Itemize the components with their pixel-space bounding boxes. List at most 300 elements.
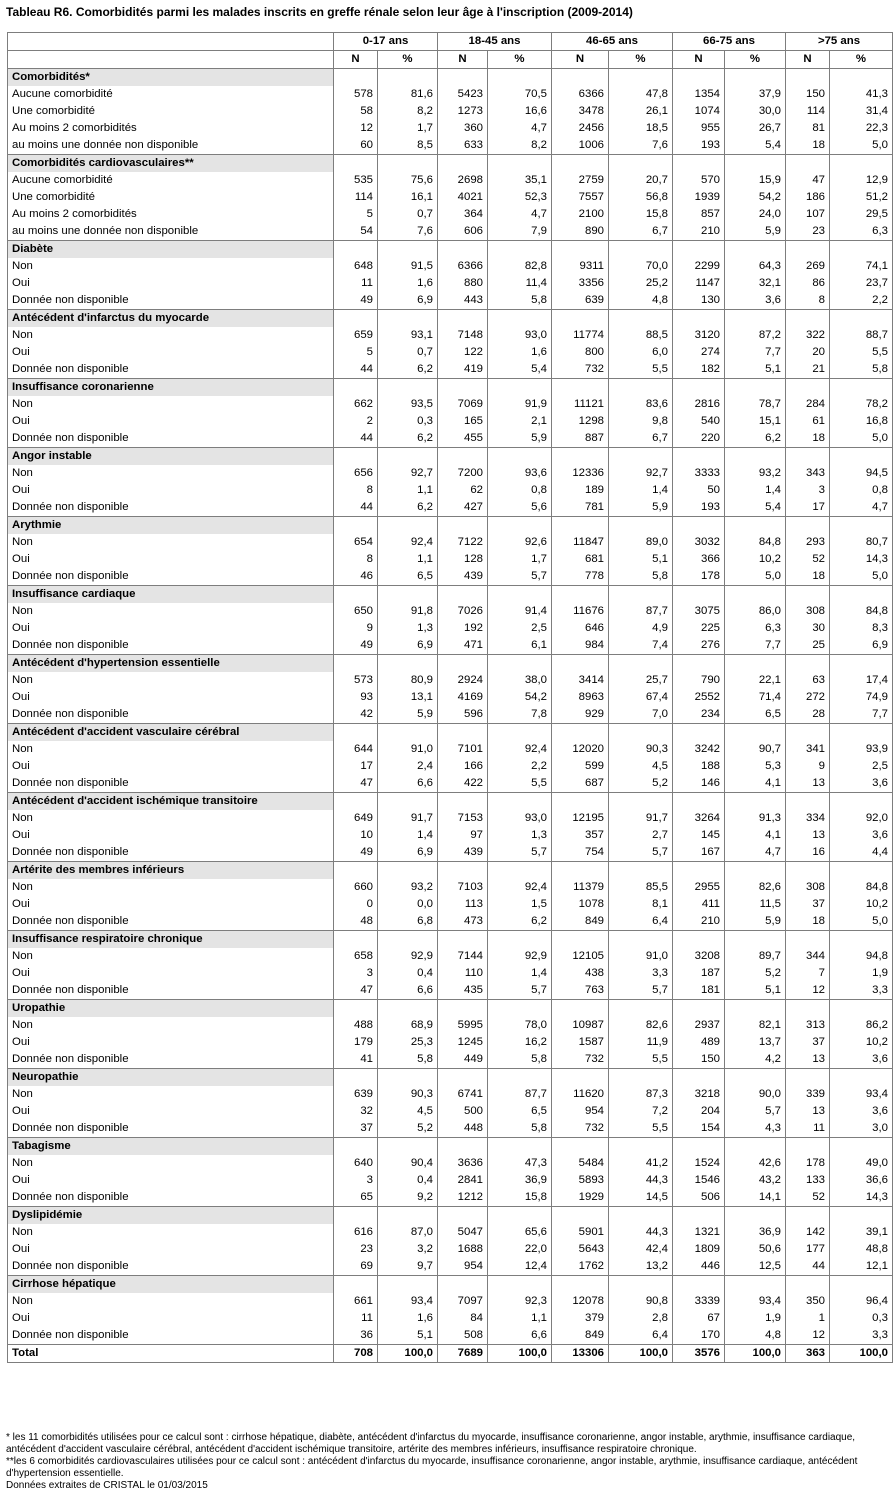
value-pct: 50,6 [725, 1241, 786, 1258]
value-pct: 16,8 [830, 413, 893, 430]
value-n: 648 [334, 258, 378, 275]
section-empty-cell [334, 724, 378, 742]
value-pct: 82,8 [488, 258, 552, 275]
value-n: 3414 [552, 672, 609, 689]
value-pct: 91,3 [725, 810, 786, 827]
section-empty-cell [609, 586, 673, 604]
value-pct: 6,9 [830, 637, 893, 655]
value-pct: 5,4 [488, 361, 552, 379]
row-label: Donnée non disponible [8, 844, 334, 862]
value-n: 204 [673, 1103, 725, 1120]
section-empty-cell [378, 931, 438, 949]
value-n: 86 [786, 275, 830, 292]
value-n: 182 [673, 361, 725, 379]
value-n: 778 [552, 568, 609, 586]
table-row [8, 1017, 893, 1034]
table-row [8, 1086, 893, 1103]
value-pct: 65,6 [488, 1224, 552, 1241]
section-empty-cell [830, 586, 893, 604]
section-empty-cell [725, 1138, 786, 1156]
value-pct: 3,0 [830, 1120, 893, 1138]
value-pct: 92,4 [488, 741, 552, 758]
row-label: Au moins 2 comorbidités [8, 120, 334, 137]
value-pct: 48,8 [830, 1241, 893, 1258]
value-n: 654 [334, 534, 378, 551]
value-pct: 6,5 [378, 568, 438, 586]
value-n: 7122 [438, 534, 488, 551]
header-age-group: >75 ans [786, 33, 893, 51]
value-n: 732 [552, 361, 609, 379]
value-n: 128 [438, 551, 488, 568]
table-row [8, 551, 893, 568]
value-n: 489 [673, 1034, 725, 1051]
value-pct: 7,7 [830, 706, 893, 724]
section-empty-cell [334, 586, 378, 604]
table-row [8, 741, 893, 758]
value-pct: 7,4 [609, 637, 673, 655]
value-n: 3120 [673, 327, 725, 344]
value-n: 419 [438, 361, 488, 379]
value-pct: 38,0 [488, 672, 552, 689]
section-empty-cell [786, 448, 830, 466]
section-header-row [8, 517, 893, 535]
value-pct: 93,4 [725, 1293, 786, 1310]
value-n: 0 [334, 896, 378, 913]
value-n: 18 [786, 568, 830, 586]
header-pct: % [830, 51, 893, 69]
value-pct: 2,7 [609, 827, 673, 844]
value-pct: 93,4 [378, 1293, 438, 1310]
row-label: Oui [8, 1241, 334, 1258]
value-n: 616 [334, 1224, 378, 1241]
section-empty-cell [609, 655, 673, 673]
value-pct: 86,2 [830, 1017, 893, 1034]
section-empty-cell [609, 448, 673, 466]
value-pct: 25,3 [378, 1034, 438, 1051]
section-empty-cell [786, 517, 830, 535]
value-pct: 29,5 [830, 206, 893, 223]
total-n: 3576 [673, 1345, 725, 1363]
value-n: 114 [786, 103, 830, 120]
row-label: Oui [8, 413, 334, 430]
section-empty-cell [438, 517, 488, 535]
row-label: Oui [8, 551, 334, 568]
value-n: 7144 [438, 948, 488, 965]
value-pct: 90,3 [378, 1086, 438, 1103]
value-n: 41 [334, 1051, 378, 1069]
section-empty-cell [786, 1000, 830, 1018]
header-corner [8, 33, 334, 51]
value-n: 7148 [438, 327, 488, 344]
section-empty-cell [488, 586, 552, 604]
value-n: 5901 [552, 1224, 609, 1241]
value-pct: 1,3 [378, 620, 438, 637]
value-n: 849 [552, 1327, 609, 1345]
section-empty-cell [830, 448, 893, 466]
value-n: 44 [786, 1258, 830, 1276]
section-empty-cell [786, 862, 830, 880]
value-n: 1273 [438, 103, 488, 120]
value-n: 1939 [673, 189, 725, 206]
table-row [8, 120, 893, 137]
section-empty-cell [334, 793, 378, 811]
section-empty-cell [378, 1276, 438, 1294]
value-pct: 87,0 [378, 1224, 438, 1241]
value-pct: 91,0 [378, 741, 438, 758]
value-n: 293 [786, 534, 830, 551]
table-row [8, 1155, 893, 1172]
section-title: Insuffisance cardiaque [8, 586, 334, 604]
value-n: 1078 [552, 896, 609, 913]
section-empty-cell [673, 155, 725, 173]
row-label: Non [8, 327, 334, 344]
section-empty-cell [488, 1138, 552, 1156]
value-n: 446 [673, 1258, 725, 1276]
section-empty-cell [830, 1000, 893, 1018]
value-pct: 41,3 [830, 86, 893, 103]
table-row [8, 499, 893, 517]
value-n: 1929 [552, 1189, 609, 1207]
value-pct: 54,2 [488, 689, 552, 706]
table-row [8, 913, 893, 931]
row-label: Donnée non disponible [8, 775, 334, 793]
section-title: Uropathie [8, 1000, 334, 1018]
value-pct: 91,7 [378, 810, 438, 827]
value-pct: 5,4 [725, 499, 786, 517]
row-label: Donnée non disponible [8, 361, 334, 379]
table-row [8, 827, 893, 844]
value-n: 269 [786, 258, 830, 275]
section-empty-cell [334, 241, 378, 259]
section-empty-cell [609, 862, 673, 880]
section-title: Angor instable [8, 448, 334, 466]
total-pct: 100,0 [378, 1345, 438, 1363]
section-empty-cell [488, 1000, 552, 1018]
value-n: 69 [334, 1258, 378, 1276]
value-pct: 42,4 [609, 1241, 673, 1258]
value-pct: 1,4 [378, 827, 438, 844]
value-n: 639 [552, 292, 609, 310]
section-empty-cell [725, 517, 786, 535]
section-empty-cell [438, 862, 488, 880]
value-pct: 1,9 [725, 1310, 786, 1327]
section-empty-cell [673, 862, 725, 880]
section-header-row [8, 1138, 893, 1156]
value-pct: 3,6 [830, 775, 893, 793]
row-label: au moins une donnée non disponible [8, 223, 334, 241]
value-n: 9 [334, 620, 378, 637]
section-empty-cell [438, 1207, 488, 1225]
value-pct: 1,6 [378, 1310, 438, 1327]
table-row [8, 810, 893, 827]
value-pct: 5,9 [725, 913, 786, 931]
value-pct: 5,2 [609, 775, 673, 793]
value-n: 732 [552, 1051, 609, 1069]
value-n: 49 [334, 844, 378, 862]
value-n: 84 [438, 1310, 488, 1327]
value-n: 687 [552, 775, 609, 793]
value-pct: 91,5 [378, 258, 438, 275]
section-empty-cell [438, 1138, 488, 1156]
row-label: au moins une donnée non disponible [8, 137, 334, 155]
value-pct: 10,2 [830, 1034, 893, 1051]
value-n: 1762 [552, 1258, 609, 1276]
section-empty-cell [438, 310, 488, 328]
section-empty-cell [830, 517, 893, 535]
section-empty-cell [786, 155, 830, 173]
header-age-row [8, 33, 893, 51]
section-empty-cell [673, 793, 725, 811]
row-label: Oui [8, 896, 334, 913]
value-n: 1321 [673, 1224, 725, 1241]
value-pct: 3,6 [830, 1051, 893, 1069]
row-label: Donnée non disponible [8, 1327, 334, 1345]
value-n: 274 [673, 344, 725, 361]
value-pct: 1,5 [488, 896, 552, 913]
value-n: 640 [334, 1155, 378, 1172]
value-n: 596 [438, 706, 488, 724]
section-empty-cell [488, 793, 552, 811]
value-pct: 68,9 [378, 1017, 438, 1034]
table-row [8, 620, 893, 637]
table-row [8, 103, 893, 120]
footnote-comorbidities: * les 11 comorbidités utilisées pour ce calcul sont : cirrhose hépatique, diabète, antécédent d'infarctus du myocarde, insuffisance coronarienne, angor instable, arythmie, insuffisance cardiaque, antécédent d'accident vasculaire cérébral, antécédent d'accident ischémique transitoire, artérite des membres inférieurs, insuffisance respiratoire chronique. [6, 1432, 856, 1455]
section-empty-cell [552, 862, 609, 880]
value-n: 7153 [438, 810, 488, 827]
value-n: 360 [438, 120, 488, 137]
value-pct: 92,6 [488, 534, 552, 551]
total-pct: 100,0 [830, 1345, 893, 1363]
value-n: 188 [673, 758, 725, 775]
value-n: 322 [786, 327, 830, 344]
value-n: 11847 [552, 534, 609, 551]
total-row [8, 1345, 893, 1363]
value-pct: 24,0 [725, 206, 786, 223]
row-label: Donnée non disponible [8, 430, 334, 448]
table-row [8, 413, 893, 430]
value-pct: 86,0 [725, 603, 786, 620]
value-n: 508 [438, 1327, 488, 1345]
value-n: 7069 [438, 396, 488, 413]
section-empty-cell [334, 517, 378, 535]
section-empty-cell [830, 310, 893, 328]
value-pct: 90,0 [725, 1086, 786, 1103]
row-label: Non [8, 1293, 334, 1310]
value-pct: 37,9 [725, 86, 786, 103]
value-n: 1354 [673, 86, 725, 103]
value-n: 178 [786, 1155, 830, 1172]
value-n: 12 [786, 982, 830, 1000]
row-label: Non [8, 879, 334, 896]
table-row [8, 327, 893, 344]
value-pct: 5,7 [488, 982, 552, 1000]
value-n: 1688 [438, 1241, 488, 1258]
value-n: 179 [334, 1034, 378, 1051]
value-pct: 92,9 [488, 948, 552, 965]
value-pct: 44,3 [609, 1172, 673, 1189]
table-row [8, 1293, 893, 1310]
value-n: 1245 [438, 1034, 488, 1051]
section-empty-cell [552, 379, 609, 397]
value-pct: 7,9 [488, 223, 552, 241]
value-n: 150 [786, 86, 830, 103]
value-n: 114 [334, 189, 378, 206]
value-pct: 1,4 [725, 482, 786, 499]
value-n: 11774 [552, 327, 609, 344]
value-pct: 70,0 [609, 258, 673, 275]
value-pct: 6,0 [609, 344, 673, 361]
value-pct: 6,5 [725, 706, 786, 724]
table-row [8, 603, 893, 620]
value-n: 540 [673, 413, 725, 430]
value-pct: 2,1 [488, 413, 552, 430]
value-pct: 22,0 [488, 1241, 552, 1258]
section-empty-cell [725, 379, 786, 397]
value-pct: 16,2 [488, 1034, 552, 1051]
value-pct: 0,8 [488, 482, 552, 499]
section-title: Neuropathie [8, 1069, 334, 1087]
total-n: 363 [786, 1345, 830, 1363]
table-row [8, 1189, 893, 1207]
section-empty-cell [334, 69, 378, 87]
value-n: 573 [334, 672, 378, 689]
value-n: 20 [786, 344, 830, 361]
value-n: 471 [438, 637, 488, 655]
value-pct: 12,5 [725, 1258, 786, 1276]
value-pct: 90,7 [725, 741, 786, 758]
table-row [8, 948, 893, 965]
value-pct: 88,5 [609, 327, 673, 344]
value-n: 954 [552, 1103, 609, 1120]
value-pct: 14,3 [830, 1189, 893, 1207]
value-pct: 4,1 [725, 827, 786, 844]
section-empty-cell [378, 862, 438, 880]
value-pct: 15,9 [725, 172, 786, 189]
value-n: 18 [786, 430, 830, 448]
value-pct: 67,4 [609, 689, 673, 706]
value-n: 36 [334, 1327, 378, 1345]
section-title: Antécédent d'accident vasculaire cérébral [8, 724, 334, 742]
section-empty-cell [725, 655, 786, 673]
value-n: 6741 [438, 1086, 488, 1103]
value-n: 7 [786, 965, 830, 982]
value-n: 150 [673, 1051, 725, 1069]
section-empty-cell [488, 448, 552, 466]
value-n: 4021 [438, 189, 488, 206]
section-empty-cell [673, 655, 725, 673]
value-n: 13 [786, 827, 830, 844]
value-pct: 90,3 [609, 741, 673, 758]
section-header-row [8, 241, 893, 259]
value-n: 234 [673, 706, 725, 724]
value-n: 61 [786, 413, 830, 430]
value-n: 7097 [438, 1293, 488, 1310]
value-n: 3 [334, 1172, 378, 1189]
table-row [8, 344, 893, 361]
section-empty-cell [725, 241, 786, 259]
value-pct: 4,3 [725, 1120, 786, 1138]
value-n: 6366 [552, 86, 609, 103]
header-age-group: 18-45 ans [438, 33, 552, 51]
value-pct: 5,9 [488, 430, 552, 448]
value-n: 67 [673, 1310, 725, 1327]
section-title: Antécédent d'hypertension essentielle [8, 655, 334, 673]
value-pct: 84,8 [830, 603, 893, 620]
value-pct: 30,0 [725, 103, 786, 120]
value-n: 54 [334, 223, 378, 241]
value-n: 763 [552, 982, 609, 1000]
row-label: Donnée non disponible [8, 499, 334, 517]
value-n: 8 [334, 551, 378, 568]
value-n: 3032 [673, 534, 725, 551]
value-n: 1587 [552, 1034, 609, 1051]
section-title: Insuffisance coronarienne [8, 379, 334, 397]
value-n: 578 [334, 86, 378, 103]
value-pct: 71,4 [725, 689, 786, 706]
value-n: 28 [786, 706, 830, 724]
section-empty-cell [334, 1138, 378, 1156]
row-label: Donnée non disponible [8, 1258, 334, 1276]
value-pct: 74,9 [830, 689, 893, 706]
value-n: 633 [438, 137, 488, 155]
value-pct: 5,5 [830, 344, 893, 361]
table-row [8, 361, 893, 379]
table-row [8, 534, 893, 551]
value-n: 11620 [552, 1086, 609, 1103]
value-n: 343 [786, 465, 830, 482]
value-n: 506 [673, 1189, 725, 1207]
value-pct: 78,2 [830, 396, 893, 413]
value-n: 754 [552, 844, 609, 862]
value-pct: 6,9 [378, 637, 438, 655]
value-pct: 6,1 [488, 637, 552, 655]
value-n: 3356 [552, 275, 609, 292]
value-n: 2924 [438, 672, 488, 689]
value-n: 189 [552, 482, 609, 499]
section-empty-cell [488, 724, 552, 742]
table-row [8, 482, 893, 499]
value-pct: 3,3 [830, 982, 893, 1000]
section-empty-cell [378, 655, 438, 673]
value-pct: 11,5 [725, 896, 786, 913]
section-empty-cell [552, 517, 609, 535]
value-pct: 7,8 [488, 706, 552, 724]
value-n: 12078 [552, 1293, 609, 1310]
value-n: 11379 [552, 879, 609, 896]
value-n: 411 [673, 896, 725, 913]
value-n: 107 [786, 206, 830, 223]
value-pct: 93,0 [488, 810, 552, 827]
value-pct: 5,0 [830, 430, 893, 448]
value-n: 12 [786, 1327, 830, 1345]
value-n: 193 [673, 499, 725, 517]
value-n: 658 [334, 948, 378, 965]
section-empty-cell [830, 724, 893, 742]
section-empty-cell [609, 69, 673, 87]
table-row [8, 879, 893, 896]
value-pct: 15,8 [609, 206, 673, 223]
value-n: 2698 [438, 172, 488, 189]
value-n: 3 [334, 965, 378, 982]
value-pct: 10,2 [725, 551, 786, 568]
value-pct: 5,9 [378, 706, 438, 724]
value-pct: 5,0 [725, 568, 786, 586]
table-row [8, 637, 893, 655]
section-empty-cell [334, 1000, 378, 1018]
table-label: Tableau R6. [6, 5, 73, 19]
section-empty-cell [438, 241, 488, 259]
value-n: 93 [334, 689, 378, 706]
